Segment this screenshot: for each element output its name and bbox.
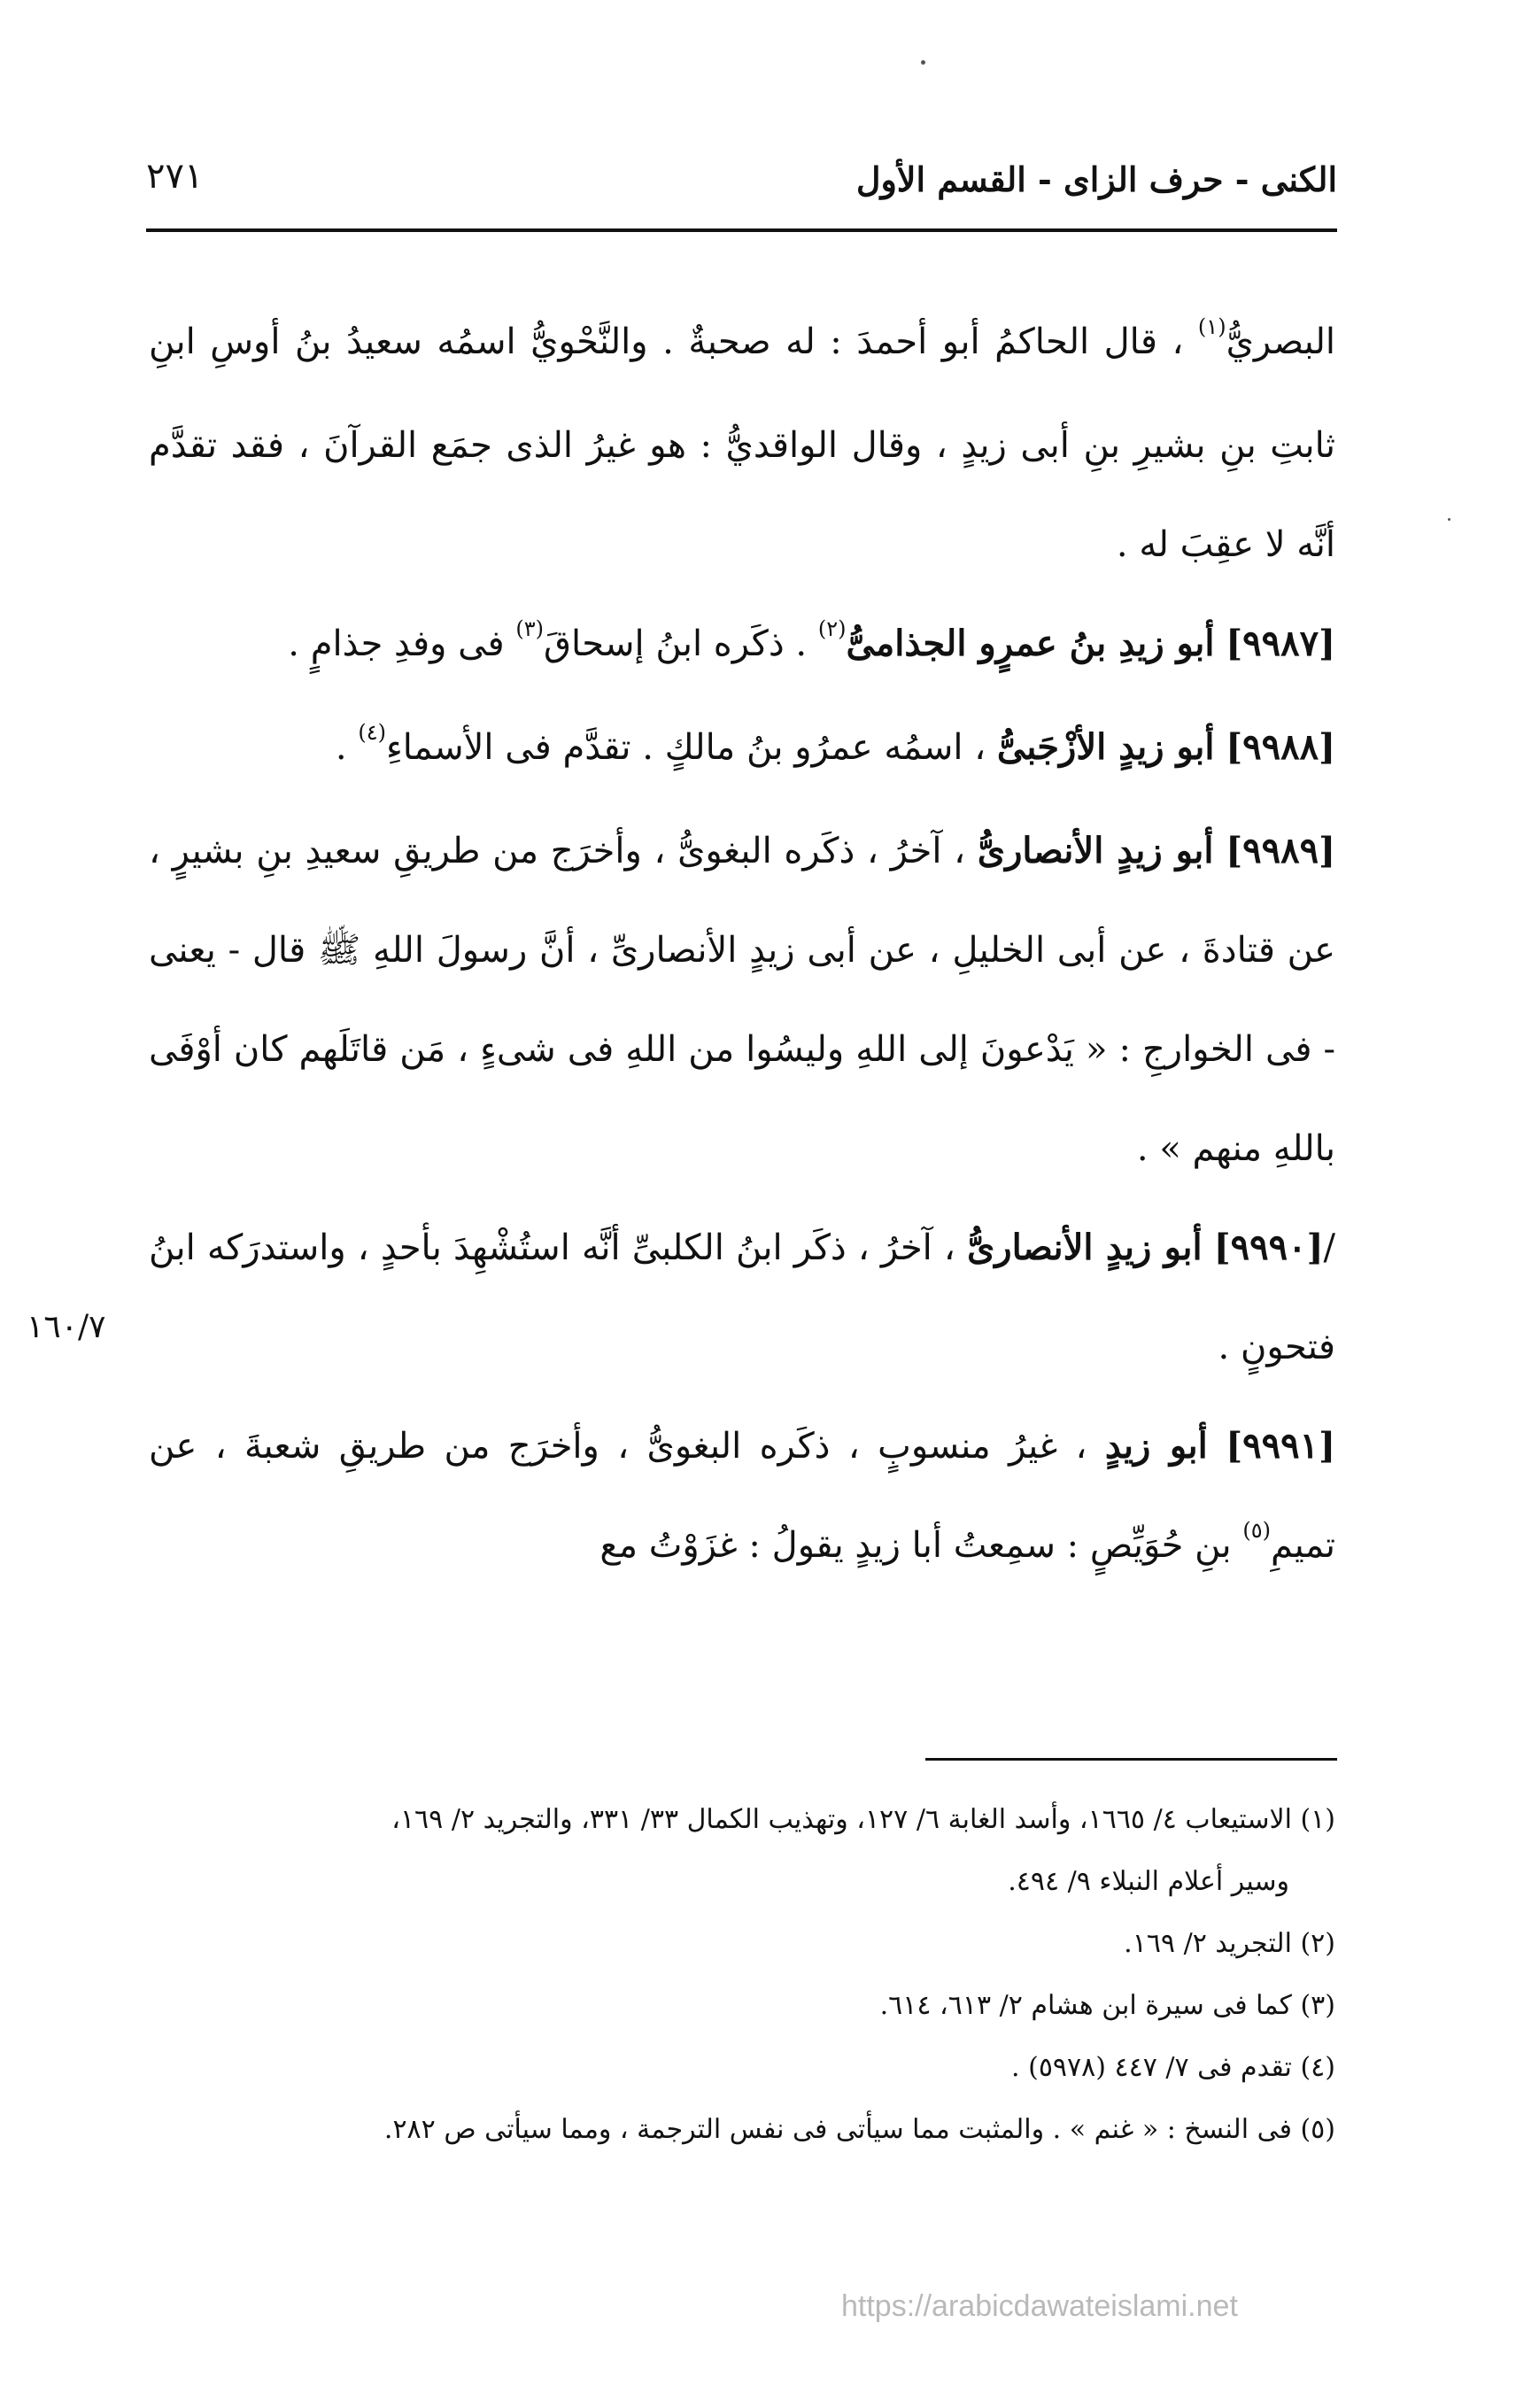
running-header	[146, 156, 1337, 221]
entry-9989	[149, 801, 1335, 1198]
margin-volume-reference: ١٦٠/٧	[27, 1309, 106, 1345]
header-rule	[146, 228, 1337, 232]
footnote-1-continuation: وسير أعلام النبلاء ٩/ ٤٩٤.	[1008, 1866, 1289, 1897]
entry-number: [٩٩٨٩]	[1226, 830, 1336, 871]
entry-text: بنِ حُوَيِّصٍ : سمِعتُ أبا زيدٍ يقولُ : غزَوْتُ مع	[599, 1525, 1243, 1566]
entry-text: ، غيرُ منسوبٍ ، ذكَره البغوىُّ ، وأخرَج من طريقِ شعبةَ ، عن تميمِ	[149, 1426, 1335, 1566]
footnotes	[149, 1789, 1335, 2161]
entry-9990	[149, 1198, 1335, 1397]
paragraph-intro	[149, 292, 1335, 594]
footnote-3: (٣) كما فى سيرة ابن هشام ٢/ ٦١٣، ٦١٤.	[879, 1990, 1335, 2021]
paragraph-text: ، قال الحاكمُ أبو أحمدَ : له صحبةٌ . والنَّحْويُّ اسمُه سعيدُ بنُ أوسِ ابنِ ثابتِ بنِ بشيرِ بنِ أبى زيدٍ ، وقال الواقديُّ : هو غيرُ الذى جمَع القرآنَ ، فقد تقدَّم أنَّه لا عقِبَ له .	[149, 321, 1335, 565]
main-text	[149, 292, 1335, 1599]
entry-9991	[149, 1397, 1335, 1599]
entry-text: ، آخرُ ، ذكَر ابنُ الكلبىِّ أنَّه استُشْهِدَ بأحدٍ ، واستدرَكه ابنُ فتحونٍ .	[149, 1227, 1335, 1367]
entry-name: أبو زيدٍ	[1104, 1425, 1208, 1467]
entry-text: ، اسمُه عمرُو بنُ مالكٍ . تقدَّم فى الأسماءِ	[385, 727, 997, 768]
entry-name: أبو زيدٍ الأزْجَبىُّ	[996, 726, 1215, 768]
footnote-2: (٢) التجريد ٢/ ١٦٩.	[1124, 1928, 1335, 1959]
entry-number: [٩٩٩٠]	[1213, 1227, 1324, 1268]
scan-speck	[1448, 518, 1450, 521]
entry-9987	[149, 594, 1335, 698]
header-title: الكنى - حرف الزاى - القسم الأول	[855, 159, 1337, 199]
footnote-ref-4: (٤)	[358, 720, 386, 745]
entry-text: ، آخرُ ، ذكَره البغوىُّ ، وأخرَج من طريقِ سعيدِ بنِ بشيرٍ ، عن قتادةَ ، عن أبى الخليلِ ، عن أبى زيدٍ الأنصارىِّ ، أنَّ رسولَ اللهِ ﷺ قال - يعنى - فى الخوارجِ : « يَدْعونَ إلى اللهِ وليسُوا من اللهِ فى شىءٍ ، مَن قاتَلَهم كان أوْفَى باللهِ منهم » .	[149, 831, 1335, 1169]
volume-break-mark: /	[1323, 1227, 1336, 1268]
page-number: ٢٧١	[146, 156, 204, 197]
footnote-4: (٤) تقدم فى ٧/ ٤٤٧ (٥٩٧٨) .	[1011, 2052, 1335, 2083]
entry-name: أبو زيدِ بنُ عمرٍو الجذامىُّ	[846, 623, 1215, 664]
footnote-rule	[925, 1758, 1337, 1761]
watermark-url: https://arabicdawateislami.net	[841, 2289, 1238, 2323]
entry-text: .	[335, 727, 359, 768]
entry-number: [٩٩٨٧]	[1226, 623, 1335, 664]
footnote-ref-5: (٥)	[1242, 1518, 1272, 1543]
footnote-5: (٥) فى النسخ : « غنم » . والمثبت مما سيأتى فى نفس الترجمة ، ومما سيأتى ص ٢٨٢.	[383, 2114, 1335, 2145]
entry-text: فى وفدِ جذامٍ .	[288, 623, 516, 664]
footnote-1: (١) الاستيعاب ٤/ ١٦٦٥، وأسد الغابة ٦/ ١٢٧، وتهذيب الكمال ٣٣/ ٣٣١، والتجريد ٢/ ١٦٩،	[391, 1804, 1335, 1835]
entry-9988	[149, 698, 1335, 801]
entry-name: أبو زيدٍ الأنصارىُّ	[966, 1227, 1203, 1268]
footnote-ref-3: (٣)	[515, 616, 544, 641]
scan-speck	[921, 60, 925, 65]
entry-number: [٩٩٨٨]	[1226, 726, 1335, 768]
entry-name: أبو زيدٍ الأنصارىُّ	[977, 830, 1214, 871]
paragraph-start: البصريُّ	[1226, 321, 1335, 362]
entry-text: . ذكَره ابنُ إسحاقَ	[543, 623, 818, 664]
footnote-ref-2: (٢)	[817, 616, 847, 641]
footnote-ref-1: (١)	[1197, 314, 1226, 339]
entry-number: [٩٩٩١]	[1226, 1425, 1336, 1467]
